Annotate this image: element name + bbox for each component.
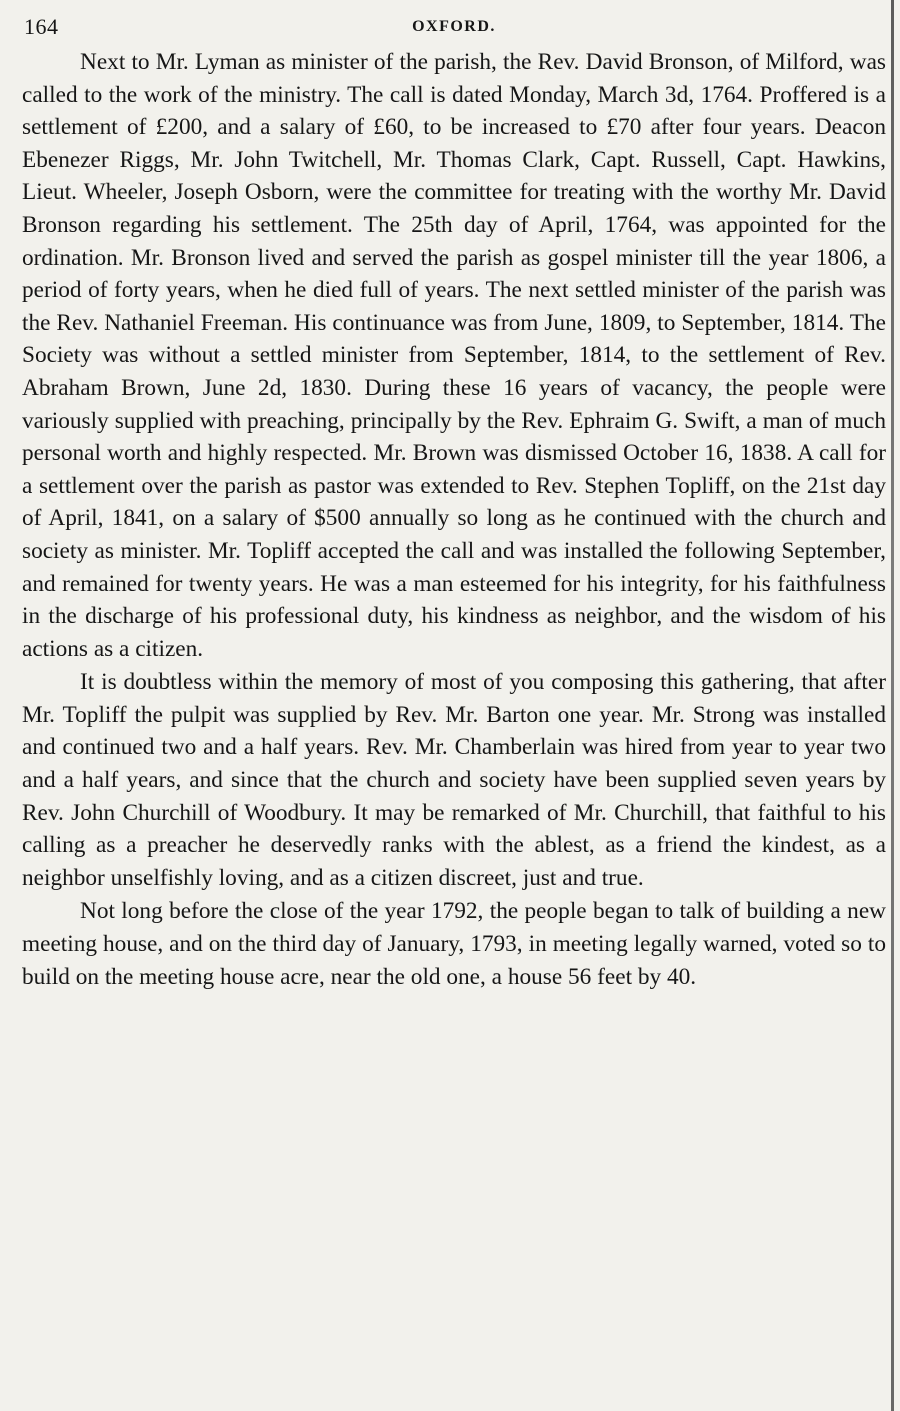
page-number: 164 (24, 14, 59, 39)
running-head (22, 12, 886, 46)
running-title: OXFORD. (412, 18, 496, 35)
page-edge-shadow (891, 0, 894, 1411)
paragraph-new-meeting-house: Not long before the close of the year 1792, the people began to talk of building a new meeting house, and on the third day of January, 1793, in meeting legally warned, voted so to build on the meeting house acre, near the old one, a house 56 feet by 40. (22, 898, 886, 990)
body-text (22, 46, 886, 993)
paragraph-bronson-and-successors: Next to Mr. Lyman as minister of the parish, the Rev. David Bronson, of Milford, was called to the work of the ministry. The call is dated Monday, March 3d, 1764. Proffered is a settlement of £200, and a salary of £60, to be increased to £70 after four years. Deacon Ebenezer Riggs, Mr. John Twitchell, Mr. Thomas Clark, Capt. Russell, Capt. Hawkins, Lieut. Wheeler, Joseph Osborn, were the committee for treating with the worthy Mr. David Bronson regarding his settlement. The 25th day of April, 1764, was appointed for the ordination. Mr. Bronson lived and served the parish as gospel minister till the year 1806, a period of forty years, when he died full of years. The next settled minister of the parish was the Rev. Nathaniel Freeman. His continuance was from June, 1809, to September, 1814. The Society was without a settled minister from September, 1814, to the settlement of Rev. Abraham Brown, June 2d, 1830. During these 16 years of vacancy, the people were variously supplied with preaching, principally by the Rev. Ephraim G. Swift, a man of much personal worth and highly respected. Mr. Brown was dismissed October 16, 1838. A call for a settlement over the parish as pastor was extended to Rev. Stephen Topliff, on the 21st day of April, 1841, on a salary of $500 annually so long as he continued with the church and society as minister. Mr. Topliff accepted the call and was installed the following September, and remained for twenty years. He was a man esteemed for his integrity, for his faithfulness in the discharge of his professional duty, his kindness as neighbor, and the wisdom of his actions as a citizen. (22, 49, 886, 662)
paragraph-later-ministers: It is doubtless within the memory of most of you composing this gathering, that after Mr. Topliff the pulpit was supplied by Rev. Mr. Barton one year. Mr. Strong was installed and continued two and a half years. Rev. Mr. Chamberlain was hired from year to year two and a half years, and since that the church and society have been supplied seven years by Rev. John Churchill of Woodbury. It may be remarked of Mr. Churchill, that faithful to his calling as a preacher he deservedly ranks with the ablest, as a friend the kindest, as a neighbor unselfishly loving, and as a citizen discreet, just and true. (22, 669, 886, 891)
